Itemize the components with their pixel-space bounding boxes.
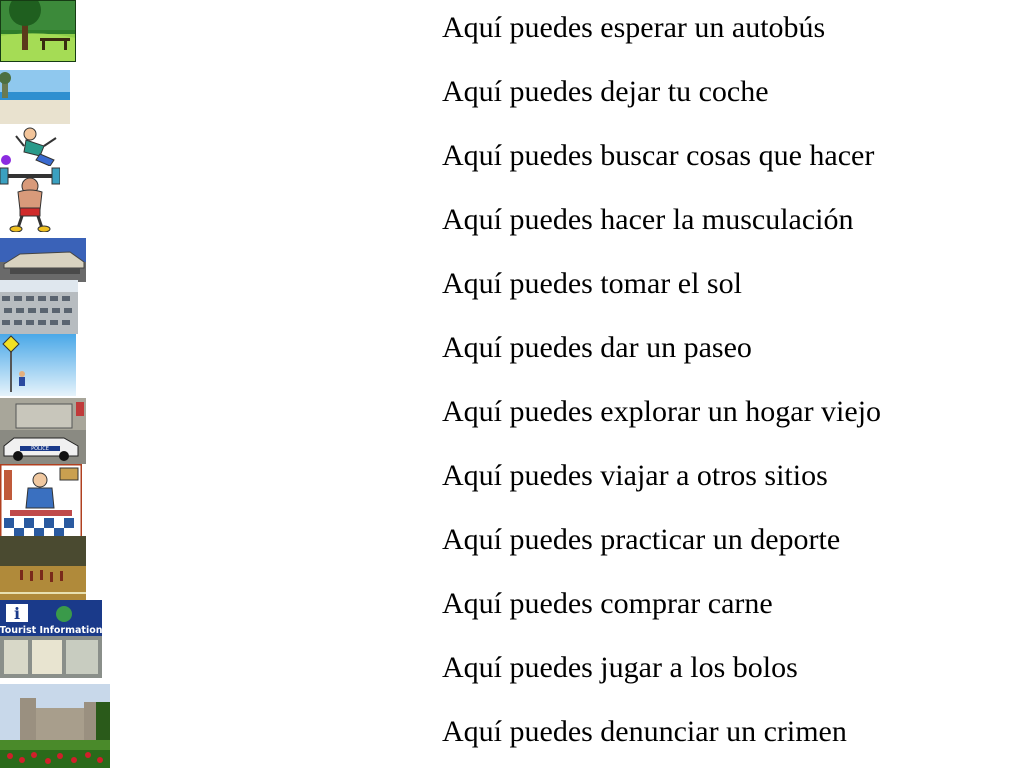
building-image [0,238,86,282]
park-image [0,0,76,62]
walking-sign-image [0,334,76,396]
phrase-5: Aquí puedes tomar el sol [442,267,742,300]
beach-image [0,70,70,124]
weightlifter-image [0,166,60,232]
gym-image [0,536,86,602]
phrase-7: Aquí puedes explorar un hogar viejo [442,395,882,428]
phrase-12: Aquí puedes denunciar un crimen [442,715,847,748]
tourist-information-text: Tourist Information [0,625,102,636]
phrase-10: Aquí puedes comprar carne [442,587,773,620]
info-letter-text: i [13,604,21,623]
castle-image [0,684,110,768]
police-station-image [0,398,86,464]
phrase-8: Aquí puedes viajar a otros sitios [442,459,828,492]
parking-lot-image [0,280,78,334]
phrase-1: Aquí puedes esperar un autobús [442,11,826,44]
phrase-9: Aquí puedes practicar un deporte [442,523,841,556]
phrase-11: Aquí puedes jugar a los bolos [442,651,798,684]
police-car-text: POLICE [31,446,49,452]
phrase-4: Aquí puedes hacer la musculación [442,203,854,236]
tourist-information-image [0,600,102,678]
phrase-3: Aquí puedes buscar cosas que hacer [442,139,875,172]
phrase-6: Aquí puedes dar un paseo [442,331,752,364]
butcher-image [0,464,82,538]
phrase-2: Aquí puedes dejar tu coche [442,75,769,108]
ball-player-image [0,126,62,170]
